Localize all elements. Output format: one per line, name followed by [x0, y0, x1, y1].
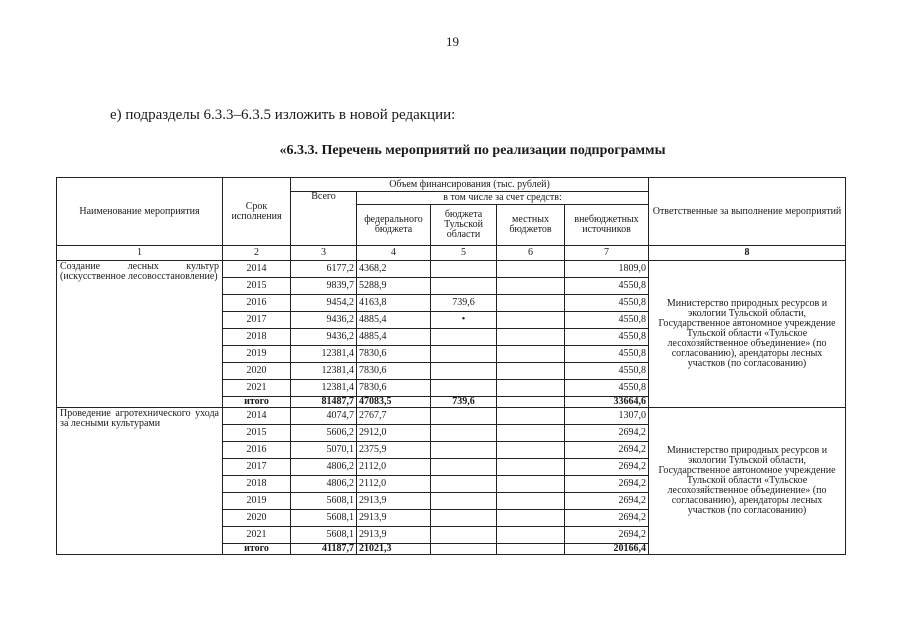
offbudget-cell: 4550,8	[565, 278, 649, 295]
local-cell	[497, 476, 565, 493]
year-cell: 2014	[223, 408, 291, 425]
offbudget-cell: 4550,8	[565, 329, 649, 346]
header-funding: Объем финансирования (тыс. рублей)	[291, 178, 649, 192]
local-cell	[497, 380, 565, 397]
total-cell: 4806,2	[291, 459, 357, 476]
local-cell	[497, 510, 565, 527]
column-number: 1	[57, 246, 223, 261]
page-number: 19	[446, 34, 459, 49]
regional-cell	[431, 425, 497, 442]
year-cell: 2015	[223, 425, 291, 442]
local-cell	[497, 408, 565, 425]
total-cell: 81487,7	[291, 397, 357, 408]
column-number: 3	[291, 246, 357, 261]
federal-cell: 2112,0	[357, 459, 431, 476]
federal-cell: 47083,5	[357, 397, 431, 408]
header-name: Наименование мероприятия	[57, 178, 223, 246]
year-cell: 2019	[223, 493, 291, 510]
year-cell: 2020	[223, 363, 291, 380]
regional-cell	[431, 329, 497, 346]
year-cell: 2021	[223, 380, 291, 397]
local-cell	[497, 544, 565, 555]
year-cell: 2021	[223, 527, 291, 544]
regional-cell	[431, 363, 497, 380]
total-cell: 9839,7	[291, 278, 357, 295]
total-cell: 4074,7	[291, 408, 357, 425]
local-cell	[497, 425, 565, 442]
local-cell	[497, 346, 565, 363]
regional-cell	[431, 476, 497, 493]
header-term: Срок исполнения	[223, 178, 291, 246]
local-cell	[497, 312, 565, 329]
total-cell: 5608,1	[291, 493, 357, 510]
offbudget-cell: 2694,2	[565, 459, 649, 476]
responsible-cell: Министерство природных ресурсов и экологии Тульской области, Государственное автономное учреждение Тульской области «Тульское лесохозяйственное объединение» (по согласованию), арендаторы лесных участков (по согласованию)	[649, 408, 846, 555]
offbudget-cell: 4550,8	[565, 312, 649, 329]
regional-cell	[431, 261, 497, 278]
column-numbers-row	[57, 246, 846, 261]
year-cell: 2019	[223, 346, 291, 363]
federal-cell: 2912,0	[357, 425, 431, 442]
local-cell	[497, 278, 565, 295]
federal-cell: 2375,9	[357, 442, 431, 459]
total-cell: 5606,2	[291, 425, 357, 442]
year-cell: 2017	[223, 312, 291, 329]
regional-cell	[431, 544, 497, 555]
offbudget-cell: 4550,8	[565, 346, 649, 363]
federal-cell: 4885,4	[357, 312, 431, 329]
year-cell: 2016	[223, 295, 291, 312]
local-cell	[497, 397, 565, 408]
federal-cell: 4368,2	[357, 261, 431, 278]
federal-cell: 7830,6	[357, 363, 431, 380]
regional-cell	[431, 527, 497, 544]
offbudget-cell: 2694,2	[565, 527, 649, 544]
regional-cell	[431, 510, 497, 527]
total-cell: 5608,1	[291, 527, 357, 544]
year-cell: 2014	[223, 261, 291, 278]
offbudget-cell: 4550,8	[565, 380, 649, 397]
total-cell: 12381,4	[291, 346, 357, 363]
column-number: 4	[357, 246, 431, 261]
total-cell: 9436,2	[291, 312, 357, 329]
offbudget-cell: 2694,2	[565, 510, 649, 527]
year-cell: 2020	[223, 510, 291, 527]
activities-table	[56, 177, 846, 555]
local-cell	[497, 442, 565, 459]
regional-cell	[431, 442, 497, 459]
total-cell: 12381,4	[291, 363, 357, 380]
year-cell: 2015	[223, 278, 291, 295]
responsible-cell: Министерство природных ресурсов и экологии Тульской области, Государственное автономное учреждение Тульской области «Тульское лесохозяйственное объединение» (по согласованию), арендаторы лесных участков (по согласованию)	[649, 261, 846, 408]
federal-cell: 5288,9	[357, 278, 431, 295]
local-cell	[497, 329, 565, 346]
intro-text: е) подразделы 6.3.3–6.3.5 изложить в новой редакции:	[110, 107, 456, 123]
local-cell	[497, 363, 565, 380]
total-cell: 6177,2	[291, 261, 357, 278]
federal-cell: 2767,7	[357, 408, 431, 425]
activity-name: Создание лесных культур (искусственное лесовосстановление)	[57, 261, 223, 408]
federal-cell: 2112,0	[357, 476, 431, 493]
column-number: 6	[497, 246, 565, 261]
offbudget-cell: 33664,6	[565, 397, 649, 408]
total-cell: 41187,7	[291, 544, 357, 555]
total-cell: 12381,4	[291, 380, 357, 397]
federal-cell: 2913,9	[357, 510, 431, 527]
year-cell: 2018	[223, 329, 291, 346]
offbudget-cell: 1809,0	[565, 261, 649, 278]
regional-cell	[431, 408, 497, 425]
year-cell: 2018	[223, 476, 291, 493]
header-regional: бюджета Тульской области	[431, 205, 497, 246]
column-number: 5	[431, 246, 497, 261]
header-including: в том числе за счет средств:	[357, 192, 649, 205]
local-cell	[497, 493, 565, 510]
local-cell	[497, 459, 565, 476]
column-number: 2	[223, 246, 291, 261]
total-cell: 9454,2	[291, 295, 357, 312]
activities-body	[57, 261, 846, 555]
activity-name: Проведение агротехнического ухода за лесными культурами	[57, 408, 223, 555]
year-cell: 2017	[223, 459, 291, 476]
table-row	[57, 408, 846, 425]
offbudget-cell: 4550,8	[565, 295, 649, 312]
regional-cell	[431, 493, 497, 510]
header-local: местных бюджетов	[497, 205, 565, 246]
federal-cell: 4885,4	[357, 329, 431, 346]
column-number: 8	[649, 246, 846, 261]
federal-cell: 7830,6	[357, 380, 431, 397]
offbudget-cell: 2694,2	[565, 493, 649, 510]
local-cell	[497, 261, 565, 278]
offbudget-cell: 20166,4	[565, 544, 649, 555]
year-cell: 2016	[223, 442, 291, 459]
regional-cell	[431, 278, 497, 295]
offbudget-cell: 2694,2	[565, 442, 649, 459]
local-cell	[497, 527, 565, 544]
total-label: итого	[223, 544, 291, 555]
regional-cell	[431, 380, 497, 397]
section-title: «6.3.3. Перечень мероприятий по реализации подпрограммы	[279, 143, 666, 158]
header-offbudget: внебюджетных источников	[565, 205, 649, 246]
regional-cell: 739,6	[431, 397, 497, 408]
regional-cell	[431, 459, 497, 476]
column-number: 7	[565, 246, 649, 261]
header-responsible: Ответственные за выполнение мероприятий	[649, 178, 846, 246]
total-cell: 5608,1	[291, 510, 357, 527]
offbudget-cell: 2694,2	[565, 476, 649, 493]
total-cell: 9436,2	[291, 329, 357, 346]
local-cell	[497, 295, 565, 312]
total-cell: 5070,1	[291, 442, 357, 459]
federal-cell: 4163,8	[357, 295, 431, 312]
total-label: итого	[223, 397, 291, 408]
offbudget-cell: 1307,0	[565, 408, 649, 425]
regional-cell	[431, 346, 497, 363]
offbudget-cell: 4550,8	[565, 363, 649, 380]
header-total: Всего	[291, 192, 357, 246]
federal-cell: 2913,9	[357, 493, 431, 510]
regional-cell: •	[431, 312, 497, 329]
table-row	[57, 261, 846, 278]
header-federal: федерального бюджета	[357, 205, 431, 246]
offbudget-cell: 2694,2	[565, 425, 649, 442]
total-cell: 4806,2	[291, 476, 357, 493]
federal-cell: 2913,9	[357, 527, 431, 544]
federal-cell: 21021,3	[357, 544, 431, 555]
regional-cell: 739,6	[431, 295, 497, 312]
federal-cell: 7830,6	[357, 346, 431, 363]
